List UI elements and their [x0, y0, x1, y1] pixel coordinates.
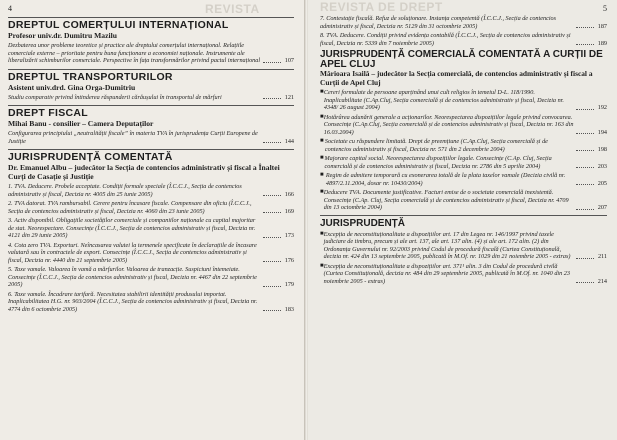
toc-entry [8, 266, 294, 289]
entry-text [320, 138, 574, 153]
leader-dots [263, 261, 281, 262]
entry-page-number: 166 [284, 190, 294, 198]
entry-description: Deducere TVA. Documente justificative. Facturi emise de o societate comercială inexistentă. Consecințe (C.Ap. Cluj, Secția comercială și de contencios administrativ și fiscal, Decizia nr. 4709 din 13 octombrie 2004) [323, 189, 569, 211]
leader-dots [263, 98, 281, 99]
toc-entry [8, 217, 294, 240]
entry-page-number: 211 [597, 253, 607, 260]
page-number: 4 [8, 4, 12, 13]
toc-entry [8, 291, 294, 314]
toc-section [8, 105, 294, 145]
entry-text [8, 266, 261, 289]
toc-entry [320, 138, 607, 153]
section-title: JURISPRUDENȚĂ COMERCIALĂ COMENTATĂ A CURȚII DE APEL CLUJ [320, 49, 603, 70]
section-author: Mărioara Isailă – judecător la Secția comercială, de contencios administrativ și fiscal a Curții de Apel Cluj [320, 69, 593, 87]
bullet-icon: ■ [320, 172, 324, 178]
toc-entry [8, 130, 294, 145]
entry-text [8, 291, 261, 314]
toc-entry [320, 89, 607, 112]
leader-dots [263, 310, 281, 311]
entry-description: Hotărârea adunării generale a acționarilor. Neorespectarea dispozițiilor legale privind convocarea. Consecințe (C.Ap.Cluj, Secția comercială și de contencios administrativ și fiscal, Decizia nr. 163 din 16.03.2004) [323, 113, 574, 136]
entry-text [8, 130, 261, 145]
entry-page-number: 205 [597, 179, 607, 187]
section-title: DREPTUL COMERȚULUI INTERNAȚIONAL [8, 19, 229, 31]
section-title: DREPTUL TRANSPORTURILOR [8, 70, 173, 83]
entry-text [320, 32, 574, 47]
entry-number: 5. [8, 266, 13, 273]
entry-text [320, 89, 574, 112]
entry-text [8, 200, 261, 215]
entry-description: TVA. Deducere. Probele acceptate. Condiții formale speciale (Î.C.C.J., Secția de contencios administrativ și fiscal, Decizia nr. 4005 din 25 iunie 2005) [8, 183, 242, 198]
entry-description: Societate cu răspundere limitată. Drept de preemțiune (C.Ap.Cluj, Secția comercială și de contencios administrativ și fiscal, Decizia nr. 571 din 2 decembrie 2004) [324, 138, 548, 153]
entry-number: 6. [8, 290, 13, 298]
bleed-through-text: REVISTA [205, 2, 260, 16]
entry-page-number: 144 [284, 137, 294, 145]
section-author: Dr. Emanuel Albu – judecător la Secția de contencios administrativ și fiscal a Înaltei Curți de Casație și Justiție [8, 163, 280, 181]
toc-section [8, 69, 294, 102]
entry-description: Excepția de neconstituționalitate a dispozițiilor art. 371¹ alin. 3 din Codul de procedură civilă (Curtea Constituțională, decizia nr. 484 din 29 septembrie 2005, publicată în M.Of. nr. 1040 din 23 noiembrie 2005 - extras) [323, 262, 570, 285]
section-apel-cluj [320, 50, 607, 212]
entry-page-number: 179 [284, 281, 294, 288]
entry-text [320, 15, 574, 30]
right-page [308, 0, 617, 440]
toc-entry [320, 32, 607, 47]
leader-dots [263, 212, 281, 213]
bullet-icon: ■ [320, 230, 324, 237]
leader-dots [576, 282, 594, 283]
bullet-icon: ■ [320, 262, 324, 269]
entry-page-number: 194 [597, 128, 607, 136]
entry-text [8, 183, 261, 198]
entry-page-number: 214 [597, 277, 607, 285]
entry-description: Taxe vamale. Încadrare tarifară. Necesitatea stabilirii identității produsului importat. Inaplicabilitatea H.G. nr. 903/2004 (Î.C.C.J., Secția de contencios administrativ și fiscal, Decizia nr. 4774 din 6 octombrie 2005) [8, 290, 258, 313]
entry-text [320, 263, 574, 286]
leader-dots [576, 133, 594, 134]
entry-number: 8. [320, 32, 325, 39]
toc-section [8, 17, 294, 65]
section-author: Asistent univ.drd. Gina Orga-Dumitriu [8, 82, 136, 92]
entry-page-number: 189 [597, 39, 607, 47]
toc-entry [8, 242, 294, 265]
leader-dots [576, 258, 594, 259]
section-entries [320, 89, 607, 212]
section-title: DREPT FISCAL [8, 107, 89, 119]
leader-dots [263, 195, 281, 196]
toc-entry [320, 114, 607, 137]
leader-dots [263, 142, 281, 143]
toc-entry [320, 263, 607, 286]
section-title: JURISPRUDENȚĂ [320, 217, 406, 229]
bullet-icon: ■ [320, 89, 324, 95]
toc-section [8, 149, 294, 313]
leader-dots [576, 167, 594, 168]
entry-number: 1. [8, 183, 13, 190]
bullet-icon: ■ [320, 189, 324, 195]
section-author: Mihai Banu - consilier – Camera Deputaților [8, 119, 154, 128]
entry-description: Cereri formulate de persoane aparținând unui cult religios în temeiul D-L. 118/1990. Inaplicabilitate (C.Ap.Cluj, Secția comercială și de contencios administrativ și fiscal, Decizia nr. 4348/ 26 august 2004) [323, 89, 564, 111]
entry-description: TVA datorat. TVA rambursabil. Cerere pentru încasare fiscale. Compensare din oficiu (Î.C.C.J., Secția de contencios administrativ și fiscal, Decizia nr. 4060 din 23 iunie 2005) [8, 200, 252, 215]
toc-entry [8, 183, 294, 198]
entry-number: 2. [8, 200, 13, 207]
entry-number: 7. [320, 15, 325, 22]
entry-text [8, 217, 261, 240]
entry-text [320, 189, 574, 212]
entry-page-number: 207 [597, 204, 607, 211]
toc-entry [320, 155, 607, 170]
entry-description: Excepția de neconstituționalitate a dispozițiilor art. 17 din Legea nr. 146/1997 privind taxele judiciare de timbru, precum și ale art. 137, ale art. 137 alin. (4) și ale art. 172 alin. (2) din Ordonanța Guvernului nr. 92/2003 privind Codul de procedură fiscală (Curtea Constituțională, decizia nr. 424 din 13 septembrie 2005, publicată în M.Of. nr. 1029 din 21 noiembrie 2005 - extras) [323, 230, 571, 260]
leader-dots [576, 44, 594, 45]
entry-page-number: 107 [284, 57, 294, 64]
entry-description: Taxe vamale. Valoarea în vamă a mărfurilor. Valoarea de tranzacție. Suspiciuni întemeiate. Consecințe (Î.C.C.J., Secția de contencios administrativ și fiscal, Decizia nr. 4467 din 22 septembrie 2005) [8, 266, 257, 288]
leader-dots [576, 184, 594, 185]
toc-entry [8, 94, 294, 102]
bullet-icon: ■ [320, 113, 324, 120]
leader-dots [263, 237, 281, 238]
entry-text [8, 94, 261, 102]
entry-number: 4. [8, 241, 13, 249]
bullet-icon: ■ [320, 138, 324, 144]
entry-page-number: 176 [284, 256, 294, 264]
entry-description: Cota zero TVA. Exporturi. Neîncasarea valutei la termenele specificate în declarațiile de încasare valutară sau în contractele de export. Consecințe (Î.C.C.J., Secția de contencios administrativ și fiscal, Decizia nr. 4440 din 21 septembrie 2005) [8, 241, 257, 264]
entry-page-number: 183 [284, 305, 294, 313]
entry-description: Contestație fiscală. Refuz de soluționare. Instanța competentă (Î.C.C.J., Secția de contencios administrativ și fiscal, Decizia nr. 5129 din 31 octombrie 2005) [320, 15, 557, 30]
toc-entry [320, 231, 607, 261]
section-author: Profesor univ.dr. Dumitru Mazilu [8, 31, 117, 40]
entry-text [320, 231, 574, 261]
bleed-through-text: REVISTA DE DREPT [320, 0, 443, 14]
toc-entry [320, 189, 607, 212]
left-contents [8, 17, 294, 313]
entry-text [320, 155, 574, 170]
entry-text [8, 42, 261, 65]
section-entries [320, 231, 607, 286]
leader-dots [576, 150, 594, 151]
leader-dots [576, 27, 594, 28]
entry-text [320, 172, 574, 187]
entry-description: Majorare capital social. Neorespectarea dispozițiilor legale. Consecințe (C.Ap. Cluj, Secția comercială și de contencios administrativ și fiscal, Decizia nr. 2786 din 5 aprilie 2004) [324, 155, 552, 170]
entry-description: Activ disponibil. Obligațiile societăților comerciale și companiilor naționale cu capital majoritar de stat. Neorespectare. Consecințe (Î.C.C.J., Secția de contencios administrativ și fiscal, Decizia nr. 4121 din 29 iunie 2005) [8, 217, 256, 239]
entry-page-number: 192 [597, 104, 607, 111]
entry-page-number: 203 [597, 162, 607, 170]
section-title: JURISPRUDENȚĂ COMENTATĂ [8, 151, 173, 163]
toc-entry [320, 172, 607, 187]
leader-dots [263, 286, 281, 287]
right-top-entries [320, 15, 607, 47]
section-jurisprudenta [320, 215, 607, 286]
entry-description: Regim de admitere temporară cu exonerarea totală de la plata taxelor vamale (Decizia civilă nr. 4897/2.11.2004, dosar nr. 10430/2004) [325, 172, 566, 187]
left-page [0, 0, 306, 440]
leader-dots [263, 62, 281, 63]
entry-text [8, 242, 261, 265]
entry-text [320, 114, 574, 137]
bullet-icon: ■ [320, 155, 324, 161]
entry-page-number: 121 [284, 93, 294, 101]
entry-page-number: 169 [284, 207, 294, 215]
entry-description: TVA. Deducere. Condiții privind evidența contabilă (Î.C.C.J., Secția de contencios administrativ și fiscal, Decizia nr. 5339 din 7 noiembrie 2005) [320, 32, 571, 47]
entry-page-number: 198 [597, 145, 607, 153]
page-number: 5 [603, 4, 607, 13]
leader-dots [576, 109, 594, 110]
toc-entry [8, 42, 294, 65]
toc-entry [8, 200, 294, 215]
entry-page-number: 173 [284, 232, 294, 239]
entry-description: Studiu comparativ privind întinderea răspunderii cărăușului în transportul de mărfuri [8, 93, 222, 101]
leader-dots [576, 209, 594, 210]
entry-number: 3. [8, 217, 13, 224]
entry-description: Dezbaterea unor probleme teoretice și practice ale dreptului comerțului internațional. Relațiile comerciale externe – prioritate pentru buna funcționare a economiei naționale. Instrumente ale liberalizării schimburilor comerciale. Perspective în fața transformărilor privind pactul internațional [8, 42, 261, 64]
entry-page-number: 187 [597, 22, 607, 30]
entry-description: Configurarea principiului „neutralității fiscale” în materia TVA în jurisprudența Curții Europene de Justiție [8, 130, 258, 145]
toc-entry [320, 15, 607, 30]
